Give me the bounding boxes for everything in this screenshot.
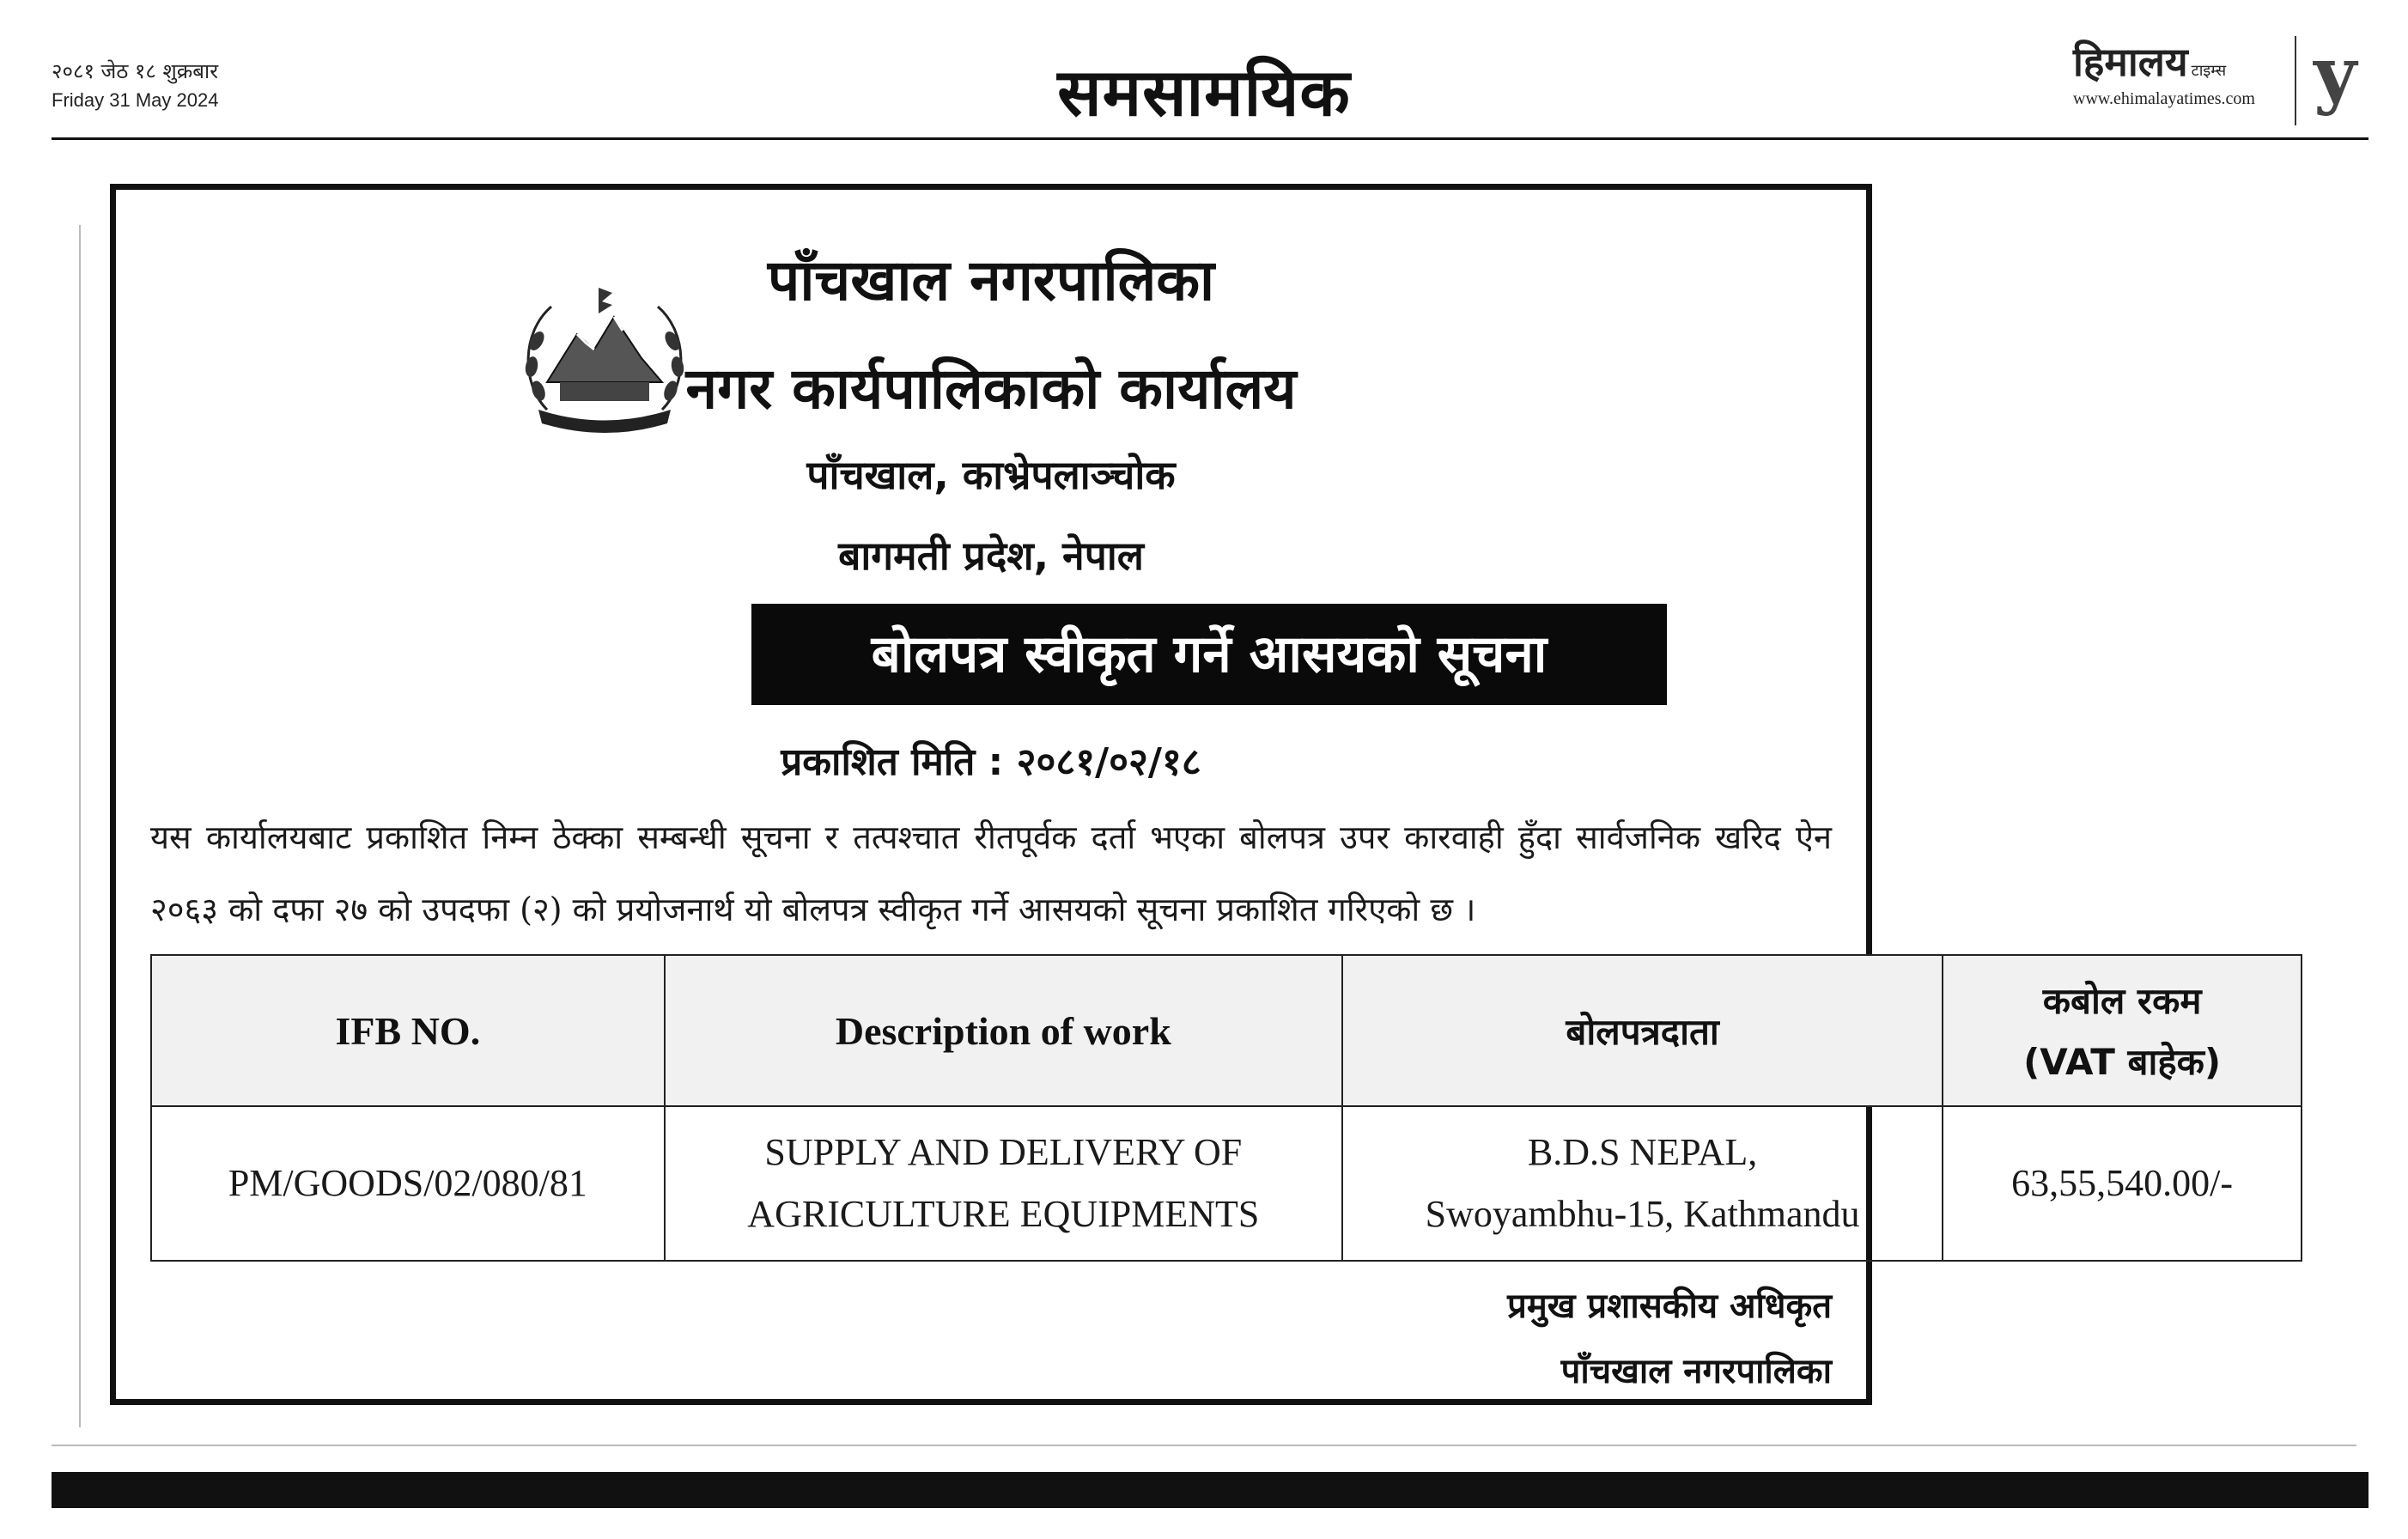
col-amount	[1943, 955, 2302, 1106]
cell-amount: 63,55,540.00/-	[1943, 1106, 2302, 1261]
brand-suffix: टाइम्स	[2191, 62, 2227, 80]
description-line-1: SUPPLY AND DELIVERY OF	[764, 1131, 1243, 1173]
section-title: समसामयिक	[1057, 54, 1351, 131]
col-bidder: बोलपत्रदाता	[1342, 955, 1943, 1106]
signatory-org: पाँचखाल नगरपालिका	[1560, 1352, 1832, 1391]
office-name: नगर कार्यपालिकाको कार्यालय	[685, 356, 1297, 422]
notice-heading: बोलपत्र स्वीकृत गर्ने आसयको सूचना	[751, 604, 1667, 705]
footer-divider	[52, 1445, 2356, 1446]
col-amount-sub: (VAT बाहेक)	[2023, 1041, 2222, 1083]
bid-table	[150, 954, 2302, 1262]
tender-notice	[110, 184, 2234, 1405]
published-date: प्रकाशित मिति : २०८१/०२/१८	[781, 740, 1201, 784]
brand-url: www.ehimalayatimes.com	[2073, 89, 2255, 108]
brand-mark-glyph: у	[2312, 31, 2360, 118]
org-name: पाँचखाल नगरपालिका	[767, 247, 1215, 313]
col-description: Description of work	[665, 955, 1342, 1106]
cell-bidder	[1342, 1106, 1943, 1261]
footer-bar	[52, 1472, 2368, 1508]
column-rule	[79, 225, 81, 1427]
signatory-title: प्रमुख प्रशासकीय अधिकृत	[1507, 1287, 1832, 1326]
description-line-2: AGRICULTURE EQUIPMENTS	[747, 1193, 1260, 1235]
bidder-line-1: B.D.S NEPAL,	[1527, 1131, 1758, 1173]
newspaper-logo	[2073, 34, 2279, 109]
brand-mark	[2295, 31, 2360, 125]
notice-body: यस कार्यालयबाट प्रकाशित निम्न ठेक्का सम्बन्धी सूचना र तत्पश्चात रीतपूर्वक दर्ता भएका बोलपत्र उपर कारवाही हुँदा सार्वजनिक खरिद ऐन २०६३ को दफा २७ को उपदफा (२) को प्रयोजनार्थ यो बोलपत्र स्वीकृत गर्ने आसयको सूचना प्रकाशित गरिएको छ ।	[150, 818, 1832, 928]
date-nepali: २०८१ जेठ १८ शुक्रबार	[52, 59, 219, 83]
col-ifb: IFB NO.	[151, 955, 665, 1106]
brand-text: हिमालय	[2073, 39, 2188, 85]
table-header-row	[151, 955, 2302, 1106]
col-amount-label: कबोल रकम	[2042, 980, 2202, 1022]
table-row	[151, 1106, 2302, 1261]
brand-name	[2073, 34, 2279, 88]
cell-ifb: PM/GOODS/02/080/81	[151, 1106, 665, 1261]
bidder-line-2: Swoyambhu-15, Kathmandu	[1425, 1193, 1860, 1235]
masthead-divider	[52, 137, 2368, 140]
office-province: बागमती प्रदेश, नेपाल	[838, 532, 1144, 579]
office-address: पाँचखाल, काभ्रेपलाञ्चोक	[806, 452, 1176, 498]
date-english: Friday 31 May 2024	[52, 88, 219, 111]
cell-description	[665, 1106, 1342, 1261]
